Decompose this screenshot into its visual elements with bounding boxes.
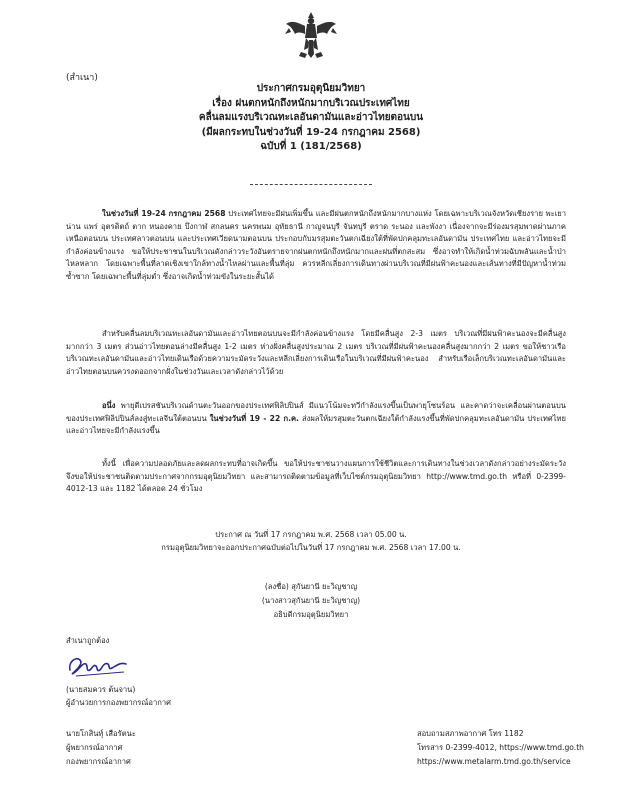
contact-phone: สอบถามสภาพอากาศ โทร 1182 — [416, 729, 524, 738]
director-signature-block — [240, 580, 382, 622]
paragraph-1-lead: ในช่วงวันที่ 19-24 กรกฎาคม 2568 — [102, 209, 226, 218]
forecaster-name: นายโกสินทุ์ เสือรัตนะ — [66, 729, 136, 738]
certify-label: สำเนาถูกต้อง — [66, 636, 110, 645]
paragraph-2 — [66, 328, 566, 378]
subject-line-2: คลื่นลมแรงบริเวณทะเลอันดามันและอ่าวไทยตอนบน — [198, 112, 424, 123]
subject-line: เรื่อง ฝนตกหนักถึงหนักมากบริเวณประเทศไทย — [212, 97, 410, 109]
certifier-position: ผู้อำนวยการกองพยากรณ์อากาศ — [66, 698, 171, 707]
contact-block — [417, 727, 584, 769]
announcement-header — [110, 82, 512, 155]
paragraph-3-text-a: พายุดีเปรสชันบริเวณด้านตะวันออกของประเทศฟิลิปปินส์ มีแนวโน้มจะทวีกำลังแรงขึ้นเป็นพายุโซนร้อน และคาดว่าจะเคลื่อนผ่านตอนบนของประเทศฟิลิปปินส์ลงสู่ทะเลจีนใต้ตอนบน — [66, 401, 566, 423]
next-issue-date: กรมอุตุนิยมวิทยาจะออกประกาศฉบับต่อไปในวันที่ 17 กรกฎาคม พ.ศ. 2568 เวลา 17.00 น. — [161, 543, 461, 552]
issue-number: ฉบับที่ 1 (181/2568) — [260, 141, 362, 152]
date-block — [110, 528, 512, 554]
handwritten-signature-icon — [66, 652, 134, 678]
certify-label-block — [66, 634, 109, 647]
signer-position: อธิบดีกรมอุตุนิยมวิทยา — [273, 610, 349, 619]
paragraph-3 — [66, 400, 566, 438]
paragraph-1-text: ประเทศไทยจะมีฝนเพิ่มขึ้น และมีฝนตกหนักถึงหนักมากบางแห่ง โดยเฉพาะบริเวณจังหวัดเชียงราย พะเยา น่าน แพร่ อุตรดิตถ์ ตาก หนองคาย บึงกาฬ สกลนคร นครพนม อุทัยธานี กาญจนบุรี จันทบุรี ตราด ระนอง และพังงา เนื่องจากจะมีร่องมรสุมพาดผ่านภาคเหนือตอนบน ประเทศลาวตอนบน และประเทศเวียดนามตอนบน ประกอบกับมรสุมตะวันตกเฉียงใต้ที่พัดปกคลุมทะเลอันดามัน ประเทศไทย และอ่าวไทยจะมีกำลังค่อนข้างแรง ขอให้ประชาชนในบริเวณดังกล่าวระวังอันตรายจากฝนตกหนักถึงหนักมากและฝนที่ตกสะสม ซึ่งอาจทำให้เกิดน้ำท่วมฉับพลันและน้ำป่าไหลหลาก โดยเฉพาะพื้นที่ลาดเชิงเขาใกล้ทางน้ำไหลผ่านและพื้นที่ลุ่ม ควรหลีกเลี่ยงการเดินทางผ่านบริเวณที่มีฝนฟ้าคะนองและเส้นทางที่มีปัญหาน้ำท่วมซ้ำซาก โดยเฉพาะพื้นที่ลุ่มต่ำ ซึ่งอาจเกิดน้ำท่วมขังในระยะสั้นได้ — [66, 209, 567, 281]
contact-metalarm-link[interactable]: https://www.metalarm.tmd.go.th/service — [416, 757, 571, 766]
paragraph-4-text: ทั้งนี้ เพื่อความปลอดภัยและลดผลกระทบที่อาจเกิดขึ้น ขอให้ประชาชนวางแผนการใช้ชีวิตและการเดินทางในช่วงเวลาดังกล่าวอย่างระมัดระวัง จึงขอให้ประชาชนติดตามประกาศจากกรมอุตุนิยมวิทยา และสามารถติดตามข้อมูลที่เว็บไซต์กรมอุตุนิยมวิทยา http://www.tmd.go.th หรือที่ 0-2399-4012-13 และ 1182 ได้ตลอด 24 ชั่วโมง — [66, 459, 566, 494]
forecaster-role: ผู้พยากรณ์อากาศ — [66, 743, 123, 752]
page-title: ประกาศกรมอุตุนิยมวิทยา — [256, 83, 366, 94]
paragraph-3-bold: ในช่วงวันที่ 19 - 22 ก.ค. — [209, 413, 299, 423]
forecaster-block — [66, 727, 136, 769]
signer-name: (นางสาวสุกันยานี ยะวิญชาญ) — [261, 596, 361, 605]
contact-fax-website: โทรสาร 0-2399-4012, https://www.tmd.go.th — [416, 743, 584, 752]
forecaster-division: กองพยากรณ์อากาศ — [66, 757, 131, 766]
paragraph-3-lead: อนึ่ง — [102, 401, 116, 410]
paragraph-3-text-b: ส่งผลให้มรสุมตะวันตกเฉียงใต้กำลังแรงขึ้นที่พัดปกคลุมทะเลอันดามัน ประเทศไทย และอ่าวไทยจะมีกำลังแรงขึ้น — [66, 413, 566, 436]
copy-tag: (สำเนา) — [66, 73, 98, 83]
paragraph-2-text: สำหรับคลื่นลมบริเวณทะเลอันดามันและอ่าวไทยตอนบนจะมีกำลังค่อนข้างแรง โดยมีคลื่นสูง 2-3 เมตร บริเวณที่มีฝนฟ้าคะนองจะมีคลื่นสูงมากกว่า 3 เมตร ส่วนอ่าวไทยตอนล่างมีคลื่นสูง 1-2 เมตร ห่างฝั่งคลื่นสูงประมาณ 2 เมตร บริเวณที่มีฝนฟ้าคะนองคลื่นสูงมากกว่า 2 เมตร ขอให้ชาวเรือบริเวณทะเลอันดามันและอ่าวไทยเดินเรือด้วยความระมัดระวังและหลีกเลี่ยงการเดินเรือในบริเวณที่มีฝนฟ้าคะนอง สำหรับเรือเล็กบริเวณทะเลอันดามันและอ่าวไทยตอนบนควรงดออกจากฝั่งในช่วงวันและเวลาดังกล่าวไว้ด้วย — [66, 329, 566, 376]
garuda-emblem-icon — [283, 8, 339, 64]
paragraph-1 — [66, 208, 566, 284]
announced-date: ประกาศ ณ วันที่ 17 กรกฎาคม พ.ศ. 2568 เวลา 05.00 น. — [215, 530, 407, 539]
header-divider — [250, 184, 372, 185]
effective-period: (มีผลกระทบในช่วงวันที่ 19-24 กรกฎาคม 2568) — [201, 126, 421, 138]
certifier-block — [66, 683, 171, 709]
paragraph-4 — [66, 458, 566, 496]
signed-line: (ลงชื่อ) สุกันยานี ยะวิญชาญ — [264, 582, 358, 591]
certifier-name: (นายสมควร ต้นจาน) — [66, 685, 136, 694]
